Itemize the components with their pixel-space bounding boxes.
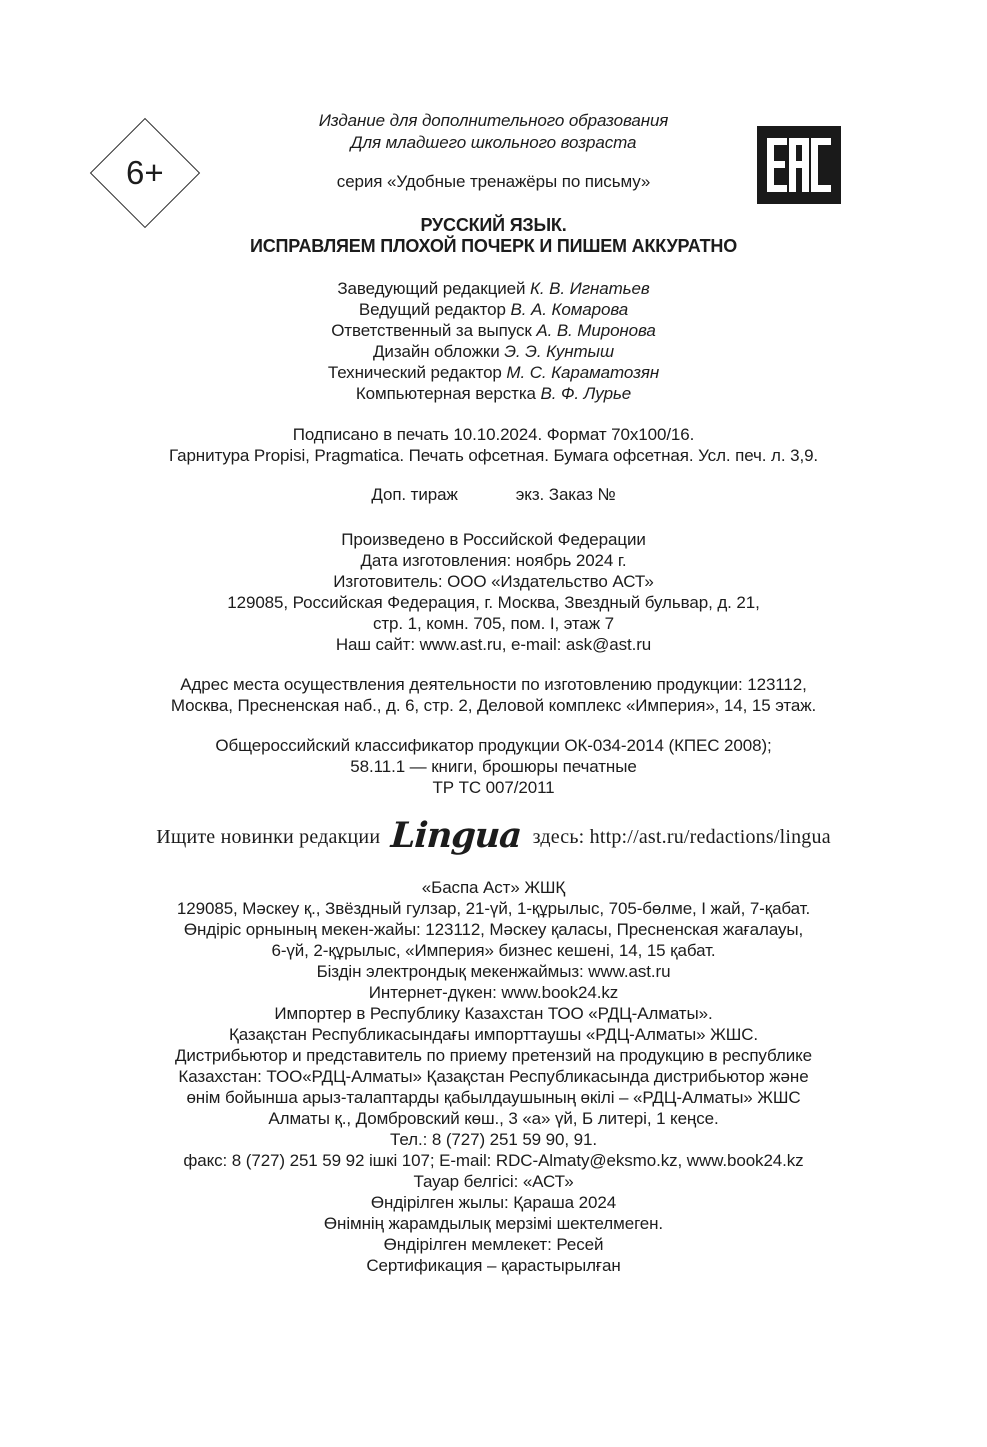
kazakhstan-line: Тауар белгісі: «АСТ» xyxy=(413,1172,574,1191)
classifier-section xyxy=(40,735,947,798)
credit-line xyxy=(40,341,947,362)
production-line: Произведено в Российской Федерации xyxy=(341,530,646,549)
kazakhstan-line: Өнімнің жарамдылық мерзімі шектелмеген. xyxy=(323,1214,664,1233)
credit-role: Ответственный за выпуск xyxy=(331,321,537,340)
classifier-line: 58.11.1 — книги, брошюры печатные xyxy=(350,757,637,776)
edition-info-line: Издание для дополнительного образования xyxy=(318,111,669,130)
kazakhstan-line: Сертификация – қарастырылған xyxy=(366,1256,621,1275)
eac-icon xyxy=(757,126,841,204)
print-info-line: Гарнитура Propisi, Pragmatica. Печать офсетная. Бумага офсетная. Усл. печ. л. 3,9. xyxy=(168,446,819,465)
kazakhstan-line: «Баспа Аст» ЖШҚ xyxy=(421,878,566,897)
credit-line xyxy=(40,362,947,383)
kazakhstan-line: Тел.: 8 (727) 251 59 90, 91. xyxy=(390,1130,597,1149)
kazakhstan-line: өнім бойынша арыз-талаптарды қабылдаушының өкілі – «РДЦ-Алматы» ЖШС xyxy=(186,1088,801,1107)
print-run-prefix: Доп. тираж xyxy=(371,485,458,504)
credit-name: К. В. Игнатьев xyxy=(530,279,650,298)
credit-role: Компьютерная верстка xyxy=(355,384,541,403)
credit-role: Ведущий редактор xyxy=(358,300,511,319)
kazakhstan-line: Өндірілген жылы: Қараша 2024 xyxy=(370,1193,617,1212)
lingua-logo: Lingua xyxy=(390,815,523,856)
edition-info-line: Для младшего школьного возраста xyxy=(350,133,637,152)
credits-section xyxy=(40,278,947,404)
kazakhstan-line: Өндіріс орнының мекен-жайы: 123112, Мәскеу қаласы, Пресненская жағалауы, xyxy=(183,920,804,939)
print-run-suffix: экз. Заказ № xyxy=(515,485,616,504)
book-title-line: ИСПРАВЛЯЕМ ПЛОХОЙ ПОЧЕРК И ПИШЕМ АККУРАТНО xyxy=(249,236,737,256)
print-info-line: Подписано в печать 10.10.2024. Формат 70х100/16. xyxy=(292,425,695,444)
credit-line xyxy=(40,278,947,299)
kazakhstan-line: Интернет-дүкен: www.book24.kz xyxy=(368,983,619,1002)
credit-name: В. А. Комарова xyxy=(510,300,629,319)
production-line: Наш сайт: www.ast.ru, e-mail: ask@ast.ru xyxy=(335,635,652,654)
credit-name: А. В. Миронова xyxy=(536,321,656,340)
activity-address-line: Москва, Пресненская наб., д. 6, стр. 2, Деловой комплекс «Империя», 14, 15 этаж. xyxy=(170,696,817,715)
kazakhstan-line: Өндірілген мемлекет: Ресей xyxy=(383,1235,604,1254)
kazakhstan-line: Казахстан: ТОО«РДЦ-Алматы» Қазақстан Республикасында дистрибьютор және xyxy=(178,1067,809,1086)
activity-address-line: Адрес места осуществления деятельности по изготовлению продукции: 123112, xyxy=(180,675,807,694)
print-run-line xyxy=(40,484,947,505)
print-info-section xyxy=(40,424,947,466)
age-rating-label: 6+ xyxy=(126,154,164,191)
kazakhstan-line: Дистрибьютор и представитель по приему претензий на продукцию в республике xyxy=(175,1046,812,1065)
kazakhstan-line: Қазақстан Республикасындағы импорттаушы «РДЦ-Алматы» ЖШС. xyxy=(228,1025,759,1044)
credit-line xyxy=(40,383,947,404)
lingua-prefix: Ищите новинки редакции xyxy=(156,826,381,848)
lingua-promo-line xyxy=(40,812,947,861)
credit-role: Дизайн обложки xyxy=(373,342,505,361)
kazakhstan-line: 6-үй, 2-құрылыс, «Империя» бизнес кешені, 14, 15 қабат. xyxy=(271,941,716,960)
credit-line xyxy=(40,320,947,341)
credit-name: В. Ф. Лурье xyxy=(540,384,632,403)
production-line: стр. 1, комн. 705, пом. I, этаж 7 xyxy=(372,614,615,633)
kazakhstan-line: Импортер в Республику Казахстан ТОО «РДЦ-Алматы». xyxy=(274,1004,713,1023)
lingua-url-text: здесь: http://ast.ru/redactions/lingua xyxy=(532,826,831,848)
classifier-line: Общероссийский классификатор продукции ОК-034-2014 (КПЕС 2008); xyxy=(215,736,772,755)
production-section xyxy=(40,529,947,655)
kazakhstan-line: Алматы қ., Домбровский көш., 3 «а» үй, Б литері, 1 кеңсе. xyxy=(268,1109,719,1128)
credit-role: Технический редактор xyxy=(327,363,507,382)
kazakhstan-line: факс: 8 (727) 251 59 92 ішкі 107; E-mail: RDC-Almaty@eksmo.kz, www.book24.kz xyxy=(183,1151,804,1170)
credit-name: М. С. Караматозян xyxy=(506,363,660,382)
series-line: серия «Удобные тренажёры по письму» xyxy=(336,172,651,191)
kazakhstan-section xyxy=(40,877,947,1276)
classifier-line: ТР ТС 007/2011 xyxy=(432,778,555,797)
activity-address-section xyxy=(40,674,947,716)
production-line: Дата изготовления: ноябрь 2024 г. xyxy=(360,551,627,570)
credit-role: Заведующий редакцией xyxy=(337,279,531,298)
kazakhstan-line: Біздін электрондық мекенжаймыз: www.ast.ru xyxy=(316,962,671,981)
production-line: Изготовитель: ООО «Издательство АСТ» xyxy=(333,572,654,591)
kazakhstan-line: 129085, Мәскеу қ., Звёздный гулзар, 21-үй, 1-құрылыс, 705-бөлме, I жай, 7-қабат. xyxy=(176,899,811,918)
production-line: 129085, Российская Федерация, г. Москва, Звездный бульвар, д. 21, xyxy=(227,593,760,612)
eac-certification-mark xyxy=(757,126,841,204)
credit-name: Э. Э. Кунтыш xyxy=(504,342,614,361)
book-title-line: РУССКИЙ ЯЗЫК. xyxy=(420,215,567,235)
credit-line xyxy=(40,299,947,320)
